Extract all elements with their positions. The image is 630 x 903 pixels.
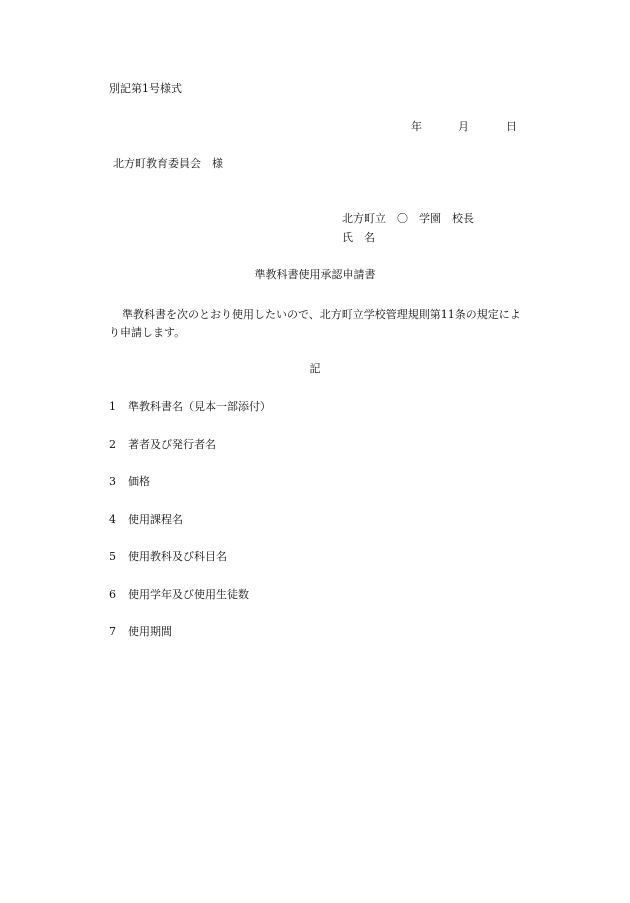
list-item (109, 476, 271, 514)
item-label: 価格 (128, 475, 150, 488)
item-label: 使用期間 (128, 625, 172, 638)
body-paragraph: 準教科書を次のとおり使用したいので、北方町立学校管理規則第11条の規定により申請します。 (109, 308, 521, 339)
item-label: 使用課程名 (128, 512, 183, 526)
date-day-label: 日 (506, 120, 517, 133)
item-number: 3 (109, 475, 116, 488)
list-item (109, 514, 271, 552)
item-number: 4 (109, 512, 116, 526)
item-label: 準教科書名（見本一部添付） (128, 400, 271, 413)
date-month-label: 月 (458, 120, 469, 133)
item-number: 6 (109, 587, 116, 601)
list-item (109, 551, 271, 589)
date-line (0, 121, 630, 135)
date-year-label: 年 (411, 120, 422, 133)
sender-name: 氏 名 (342, 231, 375, 244)
list-item (109, 626, 271, 664)
addressee: 北方町教育委員会 様 (113, 157, 223, 170)
form-label: 別記第1号様式 (109, 82, 182, 95)
item-label: 著者及び発行者名 (128, 437, 216, 451)
ki-heading: 記 (309, 362, 321, 375)
item-number: 5 (109, 550, 116, 563)
sender-school: 北方町立 〇 学園 校長 (342, 212, 474, 225)
document-title: 準教科書使用承認申請書 (254, 268, 376, 281)
item-number: 7 (109, 625, 116, 638)
list-item (109, 401, 271, 439)
item-number: 1 (109, 400, 116, 413)
list-item (109, 439, 271, 477)
item-number: 2 (109, 437, 116, 451)
list-item (109, 589, 271, 627)
item-label: 使用学年及び使用生徒数 (128, 587, 249, 601)
item-label: 使用教科及び科目名 (128, 550, 227, 563)
item-list (109, 401, 271, 664)
